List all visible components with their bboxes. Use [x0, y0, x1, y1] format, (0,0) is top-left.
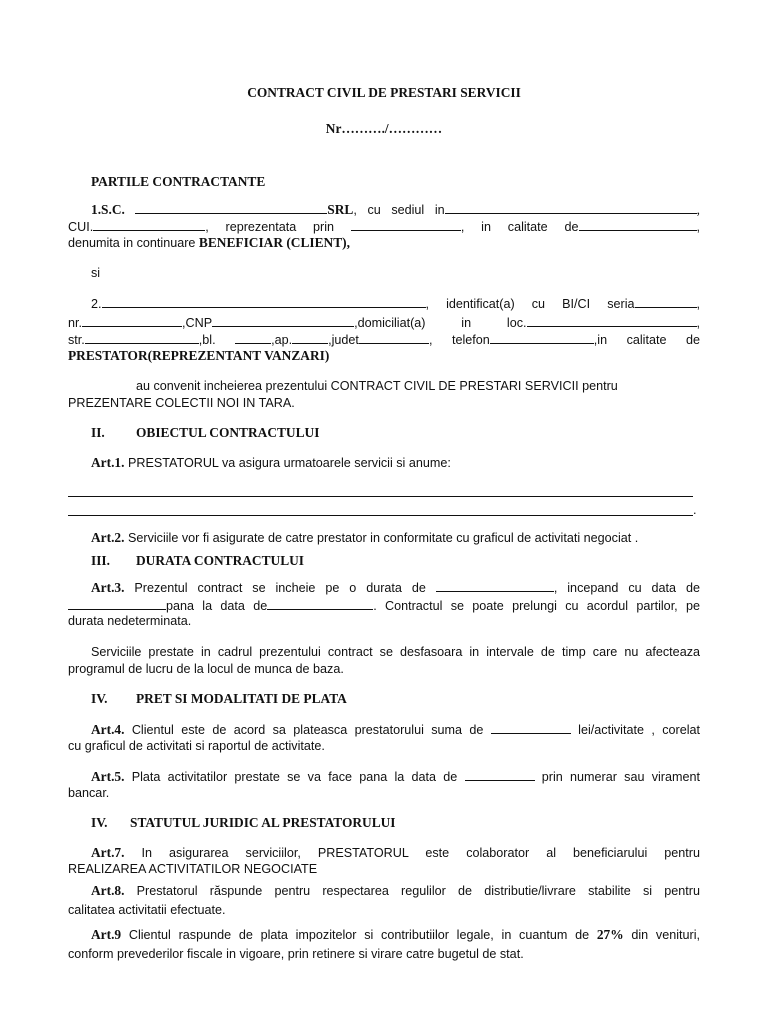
party2-line1: 2. , identificat(a) cu BI/CI seria , [91, 297, 700, 311]
conjunction-si: si [91, 266, 101, 280]
party1-seat-label: , cu sediul in [353, 203, 445, 217]
role-beneficiary: BENEFICIAR (CLIENT), [198, 235, 350, 250]
blank-payment-date [465, 768, 535, 781]
blank-services-line1 [68, 496, 693, 497]
blank-phone [490, 331, 594, 344]
art9-line2: conform prevederilor fiscale in vigoare, prin retinere si virare catre bugetul de stat. [68, 947, 524, 961]
blank-county [359, 331, 429, 344]
art5-line2: bancar. [68, 786, 110, 800]
party1-line1: 1.S.C. SRL, cu sediul in , [91, 202, 700, 217]
blank-series [635, 295, 697, 308]
contract-number: Nr………./………… [325, 121, 443, 136]
section-heading-legal-status: IV. STATUTUL JURIDIC AL PRESTATORULUI [91, 815, 396, 830]
art2: Art.2. Serviciile vor fi asigurate de catre prestator in conformitate cu graficul de activitati negociat . [91, 530, 639, 545]
art3-line2: pana la data de . Contractul se poate prelungi cu acordul partilor, pe [68, 597, 700, 614]
period-mark: . [693, 503, 697, 517]
blank-start-date [68, 597, 166, 610]
art8-line2: calitatea activitatii efectuate. [68, 903, 226, 917]
party1-line3: denumita in continuare BENEFICIAR (CLIENT), [68, 235, 350, 250]
blank-cnp [212, 314, 354, 327]
art5-line1: Art.5. Plata activitatilor prestate se va face pana la data de prin numerar sau virament [91, 769, 700, 784]
blank-capacity [579, 218, 697, 231]
blank-street [85, 331, 199, 344]
blank-nr [82, 314, 182, 327]
blank-seat [445, 201, 697, 214]
blank-apartment [292, 331, 328, 344]
section-heading-duration: III. DURATA CONTRACTULUI [91, 553, 305, 568]
art4-line1: Art.4. Clientul este de acord sa plateasca prestatorului suma de lei/activitate , corelat [91, 722, 701, 737]
blank-name [102, 295, 426, 308]
document-title: CONTRACT CIVIL DE PRESTARI SERVICII [247, 85, 521, 100]
party1-line2: CUI. , reprezentata prin , in calitate de , [68, 220, 700, 234]
party2-line2: nr. ,CNP ,domiciliat(a) in loc. , [68, 316, 700, 330]
section-heading-object: II. OBIECTUL CONTRACTULUI [91, 425, 320, 440]
blank-block [235, 331, 271, 344]
services-schedule-line2: programul de lucru de la locul de munca de baza. [68, 662, 344, 676]
blank-end-date [267, 597, 373, 610]
section-heading-price: IV. PRET SI MODALITATI DE PLATA [91, 691, 347, 706]
blank-amount [491, 721, 571, 734]
art8-line1: Art.8. Prestatorul răspunde pentru respectarea regulilor de distributie/livrare stabilite si pentru [91, 883, 700, 898]
art3-line3: durata nedeterminata. [68, 614, 192, 628]
blank-company [135, 201, 327, 214]
party2-line3: str. ,bl. ,ap. ,judet , telefon ,in calitate de [68, 333, 700, 347]
art7-line1: Art.7. In asigurarea serviciilor, PRESTATORUL este colaborator al beneficiarului pentru [91, 845, 700, 860]
agreement-line1: au convenit incheierea prezentului CONTRACT CIVIL DE PRESTARI SERVICII pentru [136, 379, 618, 393]
blank-duration [436, 579, 554, 592]
role-provider: PRESTATOR(REPREZENTANT VANZARI) [68, 348, 330, 363]
art7-line2: REALIZAREA ACTIVITATILOR NEGOCIATE [68, 862, 318, 876]
art4-line2: cu graficul de activitati si raportul de activitate. [68, 739, 325, 753]
art9-line1: Art.9 Clientul raspunde de plata impozitelor si contributiilor legale, in cuantum de 27% din venituri, [91, 927, 700, 942]
agreement-line2: PREZENTARE COLECTII NOI IN TARA. [68, 396, 295, 410]
art1: Art.1. PRESTATORUL va asigura urmatoarele servicii si anume: [91, 455, 451, 470]
services-schedule-line1: Serviciile prestate in cadrul prezentului contract se desfasoara in intervale de timp care nu afecteaza [91, 645, 700, 659]
party1-srl: SRL [327, 202, 354, 217]
blank-represented [351, 218, 461, 231]
blank-locality [527, 314, 697, 327]
blank-cui [93, 218, 205, 231]
party1-prefix: 1.S.C. [91, 202, 136, 217]
blank-services-line2 [68, 515, 693, 516]
section-heading-parties: PARTILE CONTRACTANTE [91, 174, 266, 189]
art3-line1: Art.3. Prezentul contract se incheie pe o durata de , incepand cu data de [91, 580, 701, 595]
